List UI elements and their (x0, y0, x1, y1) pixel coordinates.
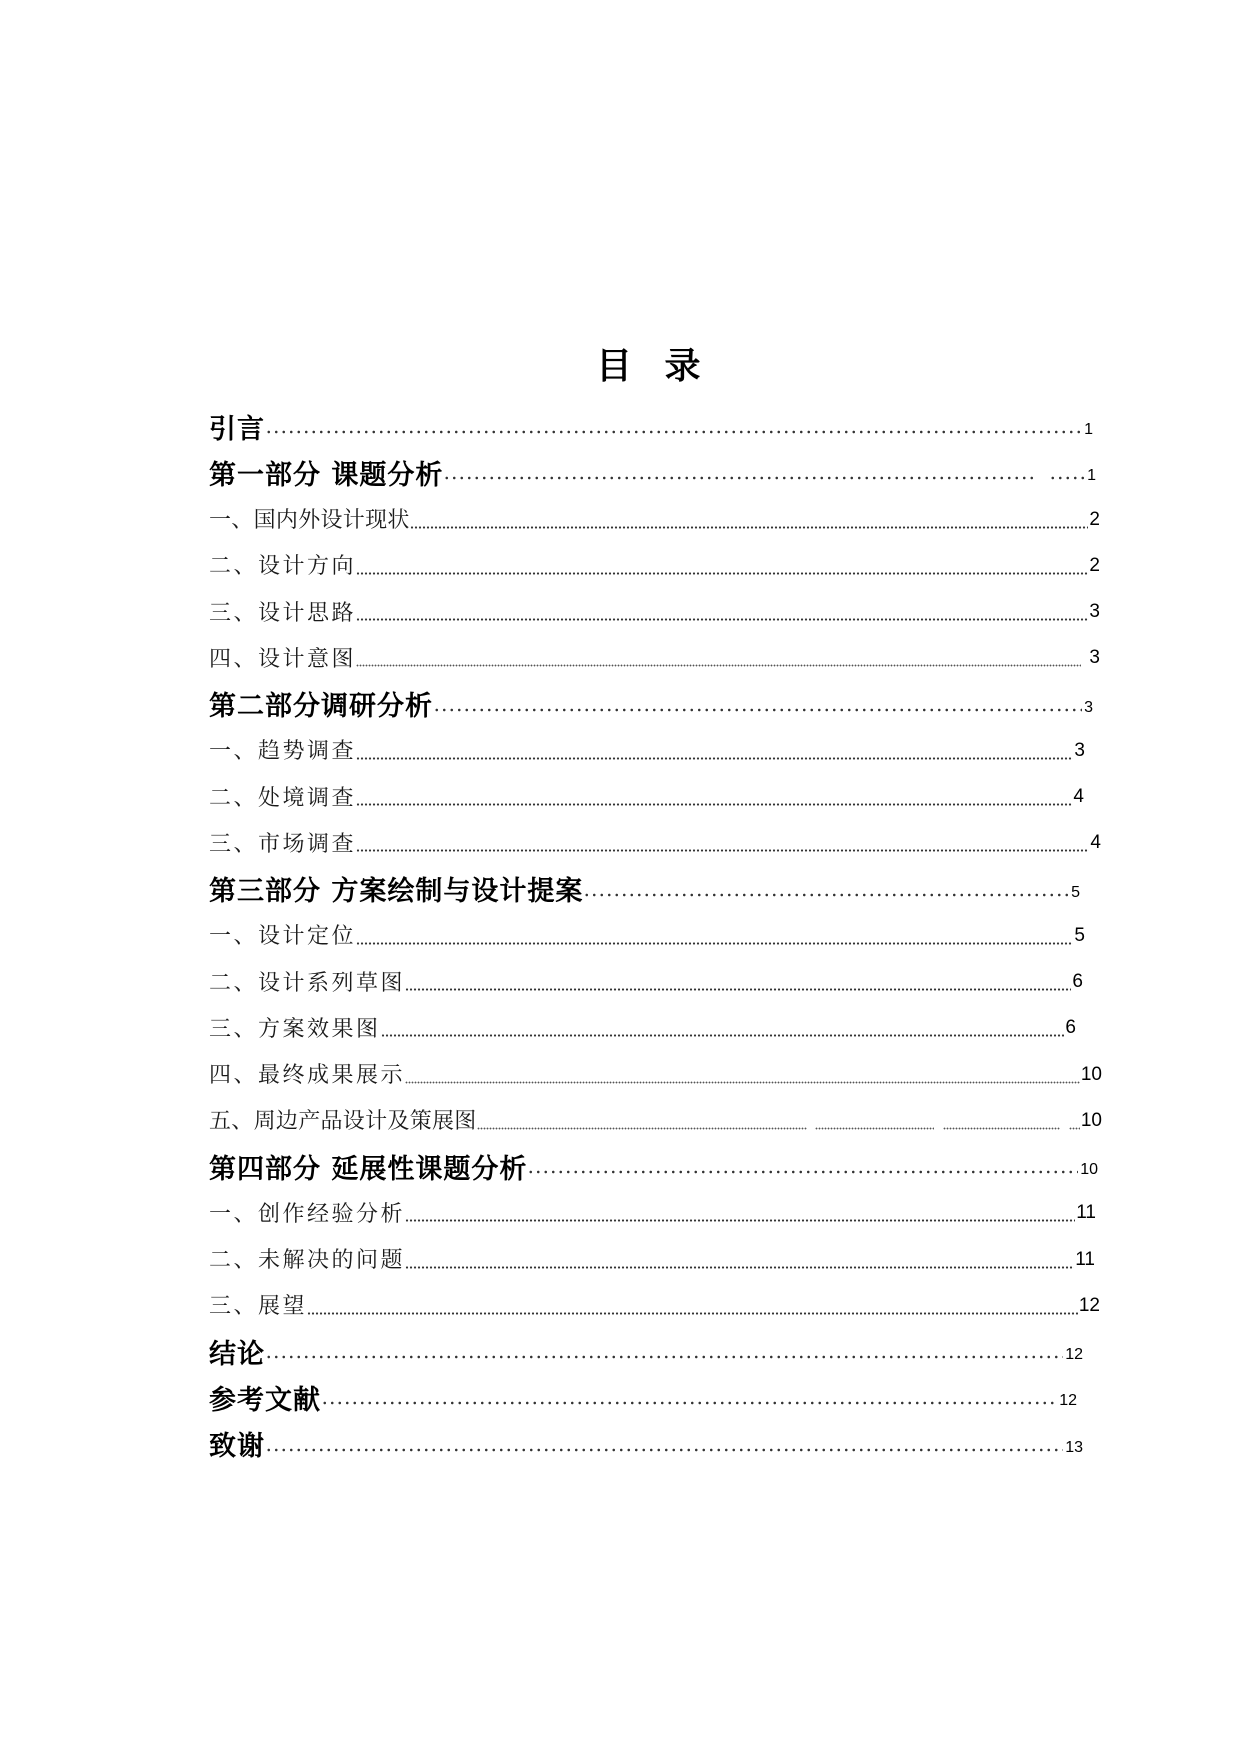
toc-subsection-row (209, 1236, 1095, 1282)
toc-subsection-row (209, 1189, 1096, 1235)
dot-leader (443, 449, 1033, 495)
toc-section-title: 第一部分 课题分析 (209, 459, 444, 491)
toc-section-title: 致谢 (209, 1431, 265, 1463)
dot-leader (433, 681, 1082, 727)
page-number: 6 (1072, 971, 1083, 993)
toc-subsection-row (209, 1282, 1100, 1328)
toc-section-title: 第四部分 延展性课题分析 (209, 1153, 528, 1185)
toc-subsection-title: 一、趋势调查 (209, 739, 357, 765)
toc-subsection-row (209, 819, 1101, 865)
toc-subsection-title: 一、设计定位 (209, 924, 357, 950)
dot-leader (943, 1097, 1060, 1143)
toc-section-row (209, 449, 1096, 495)
page-number: 1 (1084, 421, 1093, 439)
dot-leader (527, 1143, 1078, 1189)
page-number: 13 (1065, 1438, 1083, 1456)
toc-subsection-row (209, 634, 1100, 680)
dot-leader (1069, 1097, 1080, 1143)
dot-leader (477, 1097, 807, 1143)
toc-subsection-row (209, 542, 1100, 588)
page-number: 5 (1074, 924, 1085, 946)
dot-leader (815, 1097, 934, 1143)
page-number: 12 (1065, 1346, 1083, 1364)
page-number: 3 (1084, 698, 1093, 716)
page-number: 4 (1073, 786, 1084, 808)
toc-subsection-row (209, 588, 1100, 634)
dot-leader (356, 542, 1088, 588)
toc-subsection-title: 三、市场调查 (209, 831, 357, 857)
toc-section-row (209, 1328, 1083, 1374)
toc-section-title: 结论 (209, 1338, 265, 1370)
dot-leader (405, 1051, 1080, 1097)
dot-leader (405, 1236, 1074, 1282)
page-number: 5 (1071, 883, 1080, 901)
table-of-contents (209, 403, 1102, 1467)
toc-subsection-row (209, 912, 1085, 958)
toc-subsection-title: 五、周边产品设计及策展图 (209, 1109, 477, 1135)
toc-subsection-title: 一、国内外设计现状 (209, 508, 410, 534)
page-number: 3 (1089, 601, 1100, 623)
dot-leader (356, 773, 1072, 819)
leader-gap (807, 1097, 815, 1143)
toc-subsection-title: 四、最终成果展示 (209, 1063, 406, 1089)
leader-gap (1033, 449, 1049, 495)
page-number: 3 (1089, 647, 1100, 669)
leader-gap (1060, 1097, 1069, 1143)
dot-leader (356, 588, 1088, 634)
toc-section-row (209, 866, 1080, 912)
toc-subsection-title: 四、设计意图 (209, 646, 357, 672)
page-number: 10 (1080, 1161, 1098, 1179)
page-number: 2 (1089, 554, 1100, 576)
page-number: 1 (1087, 467, 1096, 485)
toc-subsection-title: 二、设计系列草图 (209, 970, 406, 996)
toc-section-title: 参考文献 (209, 1384, 321, 1416)
toc-subsection-title: 二、处境调查 (209, 785, 357, 811)
toc-section-row (209, 1374, 1077, 1420)
page-number: 2 (1089, 508, 1100, 530)
toc-subsection-title: 一、创作经验分析 (209, 1201, 406, 1227)
page-title: 目 录 (596, 346, 711, 387)
dot-leader (356, 912, 1073, 958)
dot-leader (265, 403, 1082, 449)
toc-subsection-row (209, 1051, 1102, 1097)
toc-section-title: 第三部分 方案绘制与设计提案 (209, 876, 584, 908)
dot-leader (583, 866, 1069, 912)
toc-subsection-title: 三、方案效果图 (209, 1016, 381, 1042)
page-number: 6 (1065, 1017, 1076, 1039)
dot-leader (265, 1421, 1063, 1467)
page-number: 12 (1059, 1392, 1077, 1410)
toc-subsection-title: 二、设计方向 (209, 554, 357, 580)
toc-section-row (209, 403, 1093, 449)
page-number: 12 (1078, 1294, 1100, 1316)
toc-subsection-row (209, 496, 1100, 542)
page-number: 10 (1080, 1063, 1102, 1085)
toc-subsection-row (209, 727, 1085, 773)
dot-leader (1049, 449, 1085, 495)
toc-section-row (209, 1421, 1083, 1467)
toc-section-row (209, 1143, 1098, 1189)
dot-leader (356, 634, 1081, 680)
dot-leader (381, 1004, 1065, 1050)
page-number: 10 (1080, 1109, 1102, 1131)
dot-leader (410, 496, 1089, 542)
page-number: 4 (1090, 832, 1101, 854)
toc-subsection-title: 二、未解决的问题 (209, 1248, 406, 1274)
toc-section-row (209, 681, 1093, 727)
dot-leader (265, 1328, 1063, 1374)
dot-leader (321, 1374, 1057, 1420)
dot-leader (307, 1282, 1078, 1328)
toc-subsection-row (209, 958, 1083, 1004)
page-number: 11 (1075, 1248, 1095, 1270)
dot-leader (356, 727, 1073, 773)
toc-subsection-row (209, 1097, 1102, 1143)
toc-section-title: 第二部分调研分析 (209, 691, 433, 723)
dot-leader (405, 958, 1071, 1004)
toc-subsection-title: 三、设计思路 (209, 600, 357, 626)
dot-leader (405, 1189, 1075, 1235)
toc-subsection-title: 三、展望 (209, 1294, 308, 1320)
toc-subsection-row (209, 1004, 1076, 1050)
leader-gap (934, 1097, 943, 1143)
page-number: 3 (1074, 739, 1085, 761)
dot-leader (356, 819, 1089, 865)
toc-subsection-row (209, 773, 1084, 819)
page-number: 11 (1076, 1202, 1096, 1224)
toc-section-title: 引言 (209, 413, 265, 445)
